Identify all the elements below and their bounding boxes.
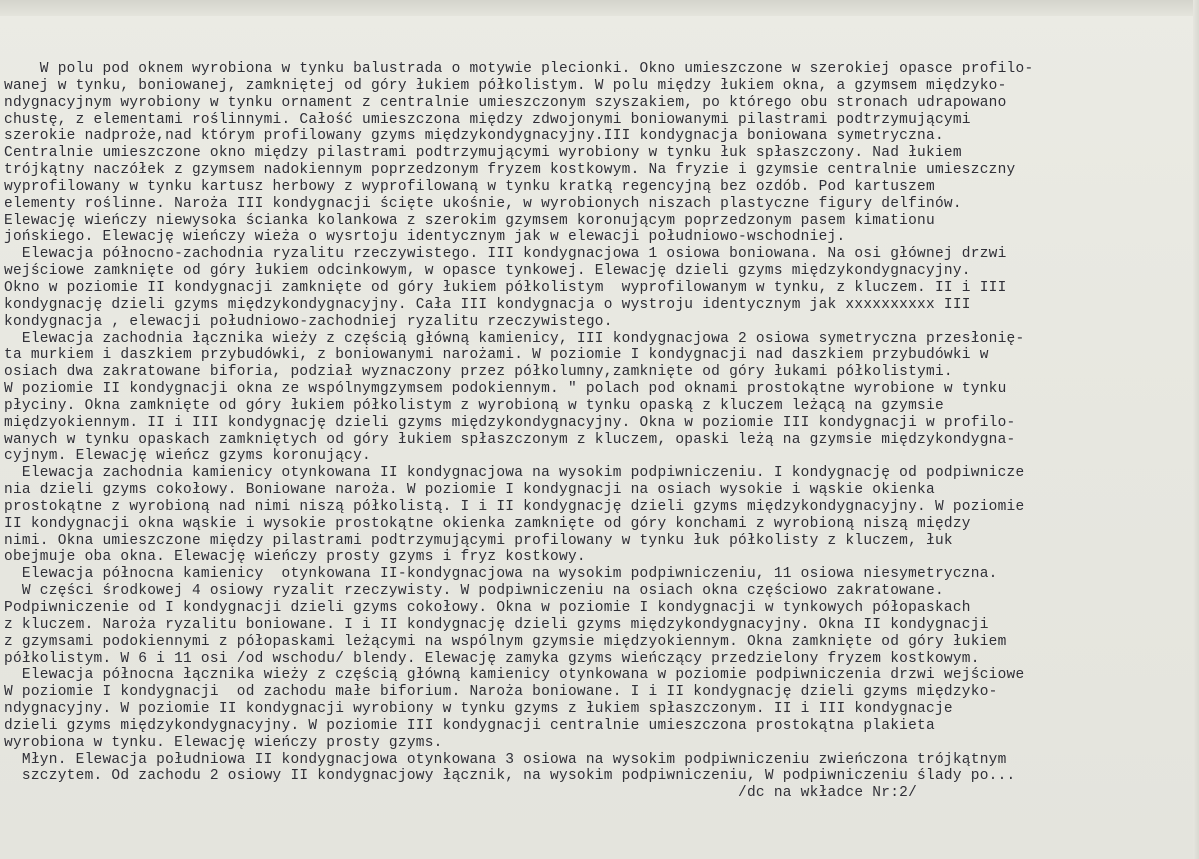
text-line: Młyn. Elewacja południowa II kondygnacjowa otynkowana 3 osiowa na wysokim podpiwniczeniu zwieńczona trójkątnym — [4, 751, 1007, 768]
text-line: cyjnym. Elewację wieńcz gzyms koronujący. — [4, 448, 372, 465]
text-line: II kondygnacji okna wąskie i wysokie prostokątne okienka zamknięte od góry konchami z wyrobioną niszą między — [4, 515, 971, 532]
text-line: chustę, z elementami roślinnymi. Całość umieszczona między zdwojonymi boniowanymi pilastrami podtrzymującymi — [4, 111, 971, 128]
text-line: ndygnacyjny. W poziomie II kondygnacji wyrobiony w tynku gzyms z łukiem spłaszczonym. II i III kondygnacje — [4, 701, 953, 718]
text-line: z gzymsami podokiennymi z półopaskami leżącymi na wspólnym gzymsie międzyokiennym. Okna zamknięte od góry łukiem — [4, 633, 1007, 650]
text-line: wyprofilowany w tynku kartusz herbowy z wyprofilowaną w tynku kratką regencyjną bez ozdób. Pod kartuszem — [4, 178, 935, 195]
text-line: W polu pod oknem wyrobiona w tynku balustrada o motywie plecionki. Okno umieszczone w szerokiej opasce profilo- — [4, 61, 1034, 77]
text-line: z kluczem. Naroża ryzalitu boniowane. I i II kondygnację dzieli gzyms międzykondygnacyjny. Okna II kondygnacji — [4, 616, 989, 633]
text-line: Centralnie umieszczone okno między pilastrami podtrzymującymi wyrobiony w tynku łuk spłaszczony. Nad łukiem — [4, 145, 962, 162]
text-line: Okno w poziomie II kondygnacji zamknięte od góry łukiem półkolistym wyprofilowanym w tynku, z kluczem. II i III — [4, 279, 1007, 296]
text-line: wyrobiona w tynku. Elewację wieńczy prosty gzyms. — [4, 734, 443, 751]
text-line: Elewacja zachodnia kamienicy otynkowana II kondygnacjowa na wysokim podpiwniczeniu. I kondygnację od podpiwnicze — [4, 465, 1025, 482]
text-line: kondygnacja , elewacji południowo-zachodniej ryzalitu rzeczywistego. — [4, 313, 613, 330]
text-line: W poziomie I kondygnacji od zachodu małe biforium. Naroża boniowane. I i II kondygnację dzieli gzyms międzyko- — [4, 684, 998, 701]
text-line: międzyokiennym. II i III kondygnację dzieli gzyms międzykondygnacyjny. Okna w poziomie III kondygnacji w profilo- — [4, 414, 1016, 431]
text-line: trójkątny naczółek z gzymsem nadokiennym poprzedzonym fryzem kostkowym. Na fryzie i gzymsie centralnie umieszczny — [4, 162, 1016, 179]
text-line: nia dzieli gzyms cokołowy. Boniowane naroża. W poziomie I kondygnacji na osiach wysokie i wąskie okienka — [4, 482, 935, 499]
text-line: półkolistym. W 6 i 11 osi /od wschodu/ blendy. Elewację zamyka gzyms wieńczący przedzielony fryzem kostkowym. — [4, 650, 980, 667]
text-line: obejmuje oba okna. Elewację wieńczy prosty gzyms i fryz kostkowy. — [4, 549, 586, 566]
text-line: szerokie nadproże,nad którym profilowany gzyms międzykondygnacyjny.III kondygnacja boniowana symetryczna. — [4, 128, 944, 145]
text-line: /dc na wkładce Nr:2/ — [4, 785, 918, 802]
text-line: prostokątne z wyrobioną nad nimi niszą półkolistą. I i II kondygnację dzieli gzyms międzykondygnacyjny. W poziomie — [4, 498, 1025, 515]
text-line: osiach dwa zakratowane biforia, podział wyznaczony przez półkolumny,zamknięte od góry łukami półkolistymi. — [4, 364, 953, 381]
text-line: elementy roślinne. Naroża III kondygnacji ścięte ukośnie, w wyrobionych niszach plastyczne figury delfinów. — [4, 195, 962, 212]
text-line: Elewacja północno-zachodnia ryzalitu rzeczywistego. III kondygnacjowa 1 osiowa boniowana. Na osi głównej drzwi — [4, 246, 1007, 263]
text-line: Elewacja północna kamienicy otynkowana II-kondygnacjowa na wysokim podpiwniczeniu, 11 osiowa niesymetryczna. — [4, 566, 998, 583]
text-line: Elewacja północna łącznika wieży z częścią główną kamienicy otynkowana w poziomie podpiwniczenia drzwi wejściowe — [4, 667, 1025, 684]
text-line: ndygnacyjnym wyrobiony w tynku ornament z centralnie umieszczonym szyszakiem, po którego obu stronach udrapowano — [4, 94, 1007, 111]
text-line: W części środkowej 4 osiowy ryzalit rzeczywisty. W podpiwniczeniu na osiach okna częściowo zakratowane. — [4, 583, 944, 600]
text-line: nimi. Okna umieszczone między pilastrami podtrzymującymi profilowany w tynku łuk półkolisty z kluczem, łuk — [4, 532, 953, 549]
text-line: jońskiego. Elewację wieńczy wieża o wysrtoju identycznym jak w elewacji południowo-wschodniej. — [4, 229, 846, 246]
text-line: Podpiwniczenie od I kondygnacji dzieli gzyms cokołowy. Okna w poziomie I kondygnacji w tynkowych półopaskach — [4, 600, 971, 616]
text-line: kondygnację dzieli gzyms międzykondygnacyjny. Cała III kondygnacja o wystroju identycznym jak xxxxxxxxxx III — [4, 296, 971, 313]
text-line: dzieli gzyms międzykondygnacyjny. W poziomie III kondygnacji centralnie umieszczona prostokątna plakieta — [4, 717, 935, 734]
text-line: wejściowe zamknięte od góry łukiem odcinkowym, w opasce tynkowej. Elewację dzieli gzyms międzykondygnacyjny. — [4, 263, 971, 280]
text-line: W poziomie II kondygnacji okna ze wspólnymgzymsem podokiennym. " polach pod oknami prostokątne wyrobione w tynku — [4, 381, 1007, 398]
text-line: płyciny. Okna zamknięte od góry łukiem półkolistym z wyrobioną w tynku opaską z kluczem leżącą na gzymsie — [4, 397, 944, 414]
typewritten-text — [4, 61, 1198, 802]
text-line: ta murkiem i daszkiem przybudówki, z boniowanymi narożami. W poziomie I kondygnacji nad daszkiem przybudówki w — [4, 347, 989, 364]
text-line: szczytem. Od zachodu 2 osiowy II kondygnacjowy łącznik, na wysokim podpiwniczeniu, W podpiwniczeniu ślady po... — [4, 768, 1016, 785]
text-line: Elewację wieńczy niewysoka ścianka kolankowa z szerokim gzymsem koronującym poprzedzonym pasem kimationu — [4, 212, 935, 229]
text-line: wanej w tynku, boniowanej, zamkniętej od góry łukiem półkolistym. W polu między łukiem okna, a gzymsem międzyko- — [4, 77, 1007, 94]
text-line: Elewacja zachodnia łącznika wieży z częścią główną kamienicy, III kondygnacjowa 2 osiowa symetryczna przesłonię- — [4, 330, 1025, 347]
paper-top-edge — [0, 0, 1199, 16]
text-line: wanych w tynku opaskach zamkniętych od góry łukiem spłaszczonym z kluczem, opaski leżą na gzymsie międzykondygna- — [4, 431, 1016, 448]
